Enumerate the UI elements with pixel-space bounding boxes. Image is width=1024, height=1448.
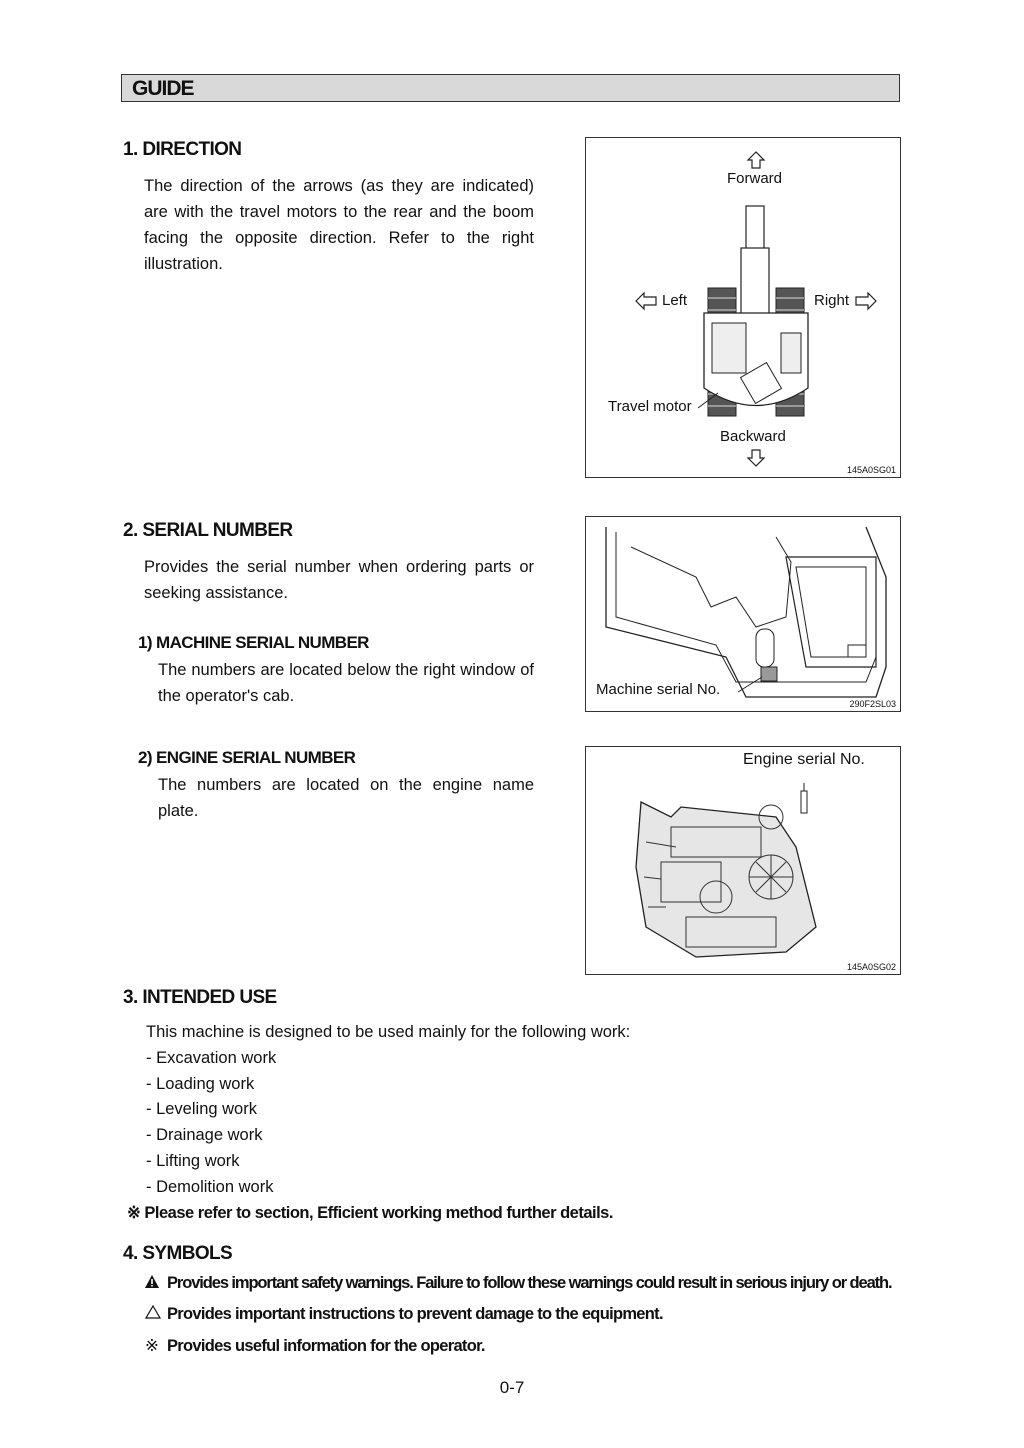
- symbol-row: [145, 1274, 892, 1293]
- figure-code: 145A0SG02: [846, 962, 896, 972]
- list-item: - Excavation work: [146, 1048, 277, 1067]
- right-arrow-icon: [856, 293, 876, 309]
- list-item: - Lifting work: [146, 1151, 240, 1170]
- list-item: - Drainage work: [146, 1126, 263, 1145]
- machine-serial-label: Machine serial No.: [596, 681, 721, 698]
- intended-use-note: ※ Please refer to section, Efficient working method further details.: [127, 1204, 613, 1222]
- serial-heading: 2. SERIAL NUMBER: [123, 520, 293, 541]
- left-arrow-icon: [636, 293, 656, 309]
- symbol-text: Provides important instructions to prevent damage to the equipment.: [167, 1305, 663, 1323]
- page-number: 0-7: [499, 1378, 525, 1397]
- serial-text: Provides the serial number when ordering parts or seeking assistance.: [144, 558, 534, 602]
- symbol-text: Provides useful information for the operator.: [167, 1337, 485, 1355]
- right-label: Right: [814, 292, 850, 309]
- left-label: Left: [662, 292, 688, 309]
- section-header-title: GUIDE: [132, 77, 194, 100]
- machine-serial-figure: [585, 516, 901, 712]
- intended-use-heading: 3. INTENDED USE: [123, 987, 277, 1008]
- machine-serial-heading: 1) MACHINE SERIAL NUMBER: [138, 633, 369, 652]
- symbols-heading: 4. SYMBOLS: [123, 1243, 233, 1264]
- direction-heading: 1. DIRECTION: [123, 139, 242, 160]
- engine-serial-heading: 2) ENGINE SERIAL NUMBER: [138, 748, 356, 767]
- engine-serial-text: The numbers are located on the engine name plate.: [158, 776, 534, 820]
- reference-mark-icon: ※: [145, 1337, 159, 1355]
- forward-arrow-icon: [748, 152, 764, 168]
- engine-serial-label: Engine serial No.: [743, 751, 865, 768]
- section-header-bar: [121, 74, 900, 102]
- travel-motor-label: Travel motor: [608, 398, 692, 415]
- serial-plate-marker: [761, 667, 777, 681]
- backward-label: Backward: [720, 428, 786, 445]
- engine-illustration: [586, 747, 902, 976]
- symbol-row: [145, 1305, 663, 1324]
- direction-figure: [585, 137, 901, 478]
- list-item: - Demolition work: [146, 1177, 274, 1196]
- machine-serial-text: The numbers are located below the right window of the operator's cab.: [158, 661, 534, 705]
- forward-label: Forward: [727, 170, 783, 187]
- list-item: - Loading work: [146, 1074, 255, 1093]
- engine-serial-figure: [585, 746, 901, 975]
- intended-use-list: [146, 1020, 630, 1201]
- backward-arrow-icon: [748, 450, 764, 466]
- intended-use-intro: This machine is designed to be used mainly for the following work:: [146, 1023, 631, 1041]
- list-item: - Leveling work: [146, 1100, 257, 1119]
- caution-triangle-icon: [145, 1305, 167, 1324]
- figure-code: 290F2SL03: [849, 699, 896, 709]
- direction-text: The direction of the arrows (as they are indicated) are with the travel motors to the rear and the boom facing the opposite direction. Refer to the right illustration.: [144, 177, 534, 273]
- symbol-text: Provides important safety warnings. Failure to follow these warnings could result in serious injury or death.: [167, 1274, 892, 1292]
- warning-triangle-icon: [145, 1274, 167, 1293]
- symbol-row: [145, 1336, 485, 1356]
- figure-code: 145A0SG01: [846, 465, 896, 475]
